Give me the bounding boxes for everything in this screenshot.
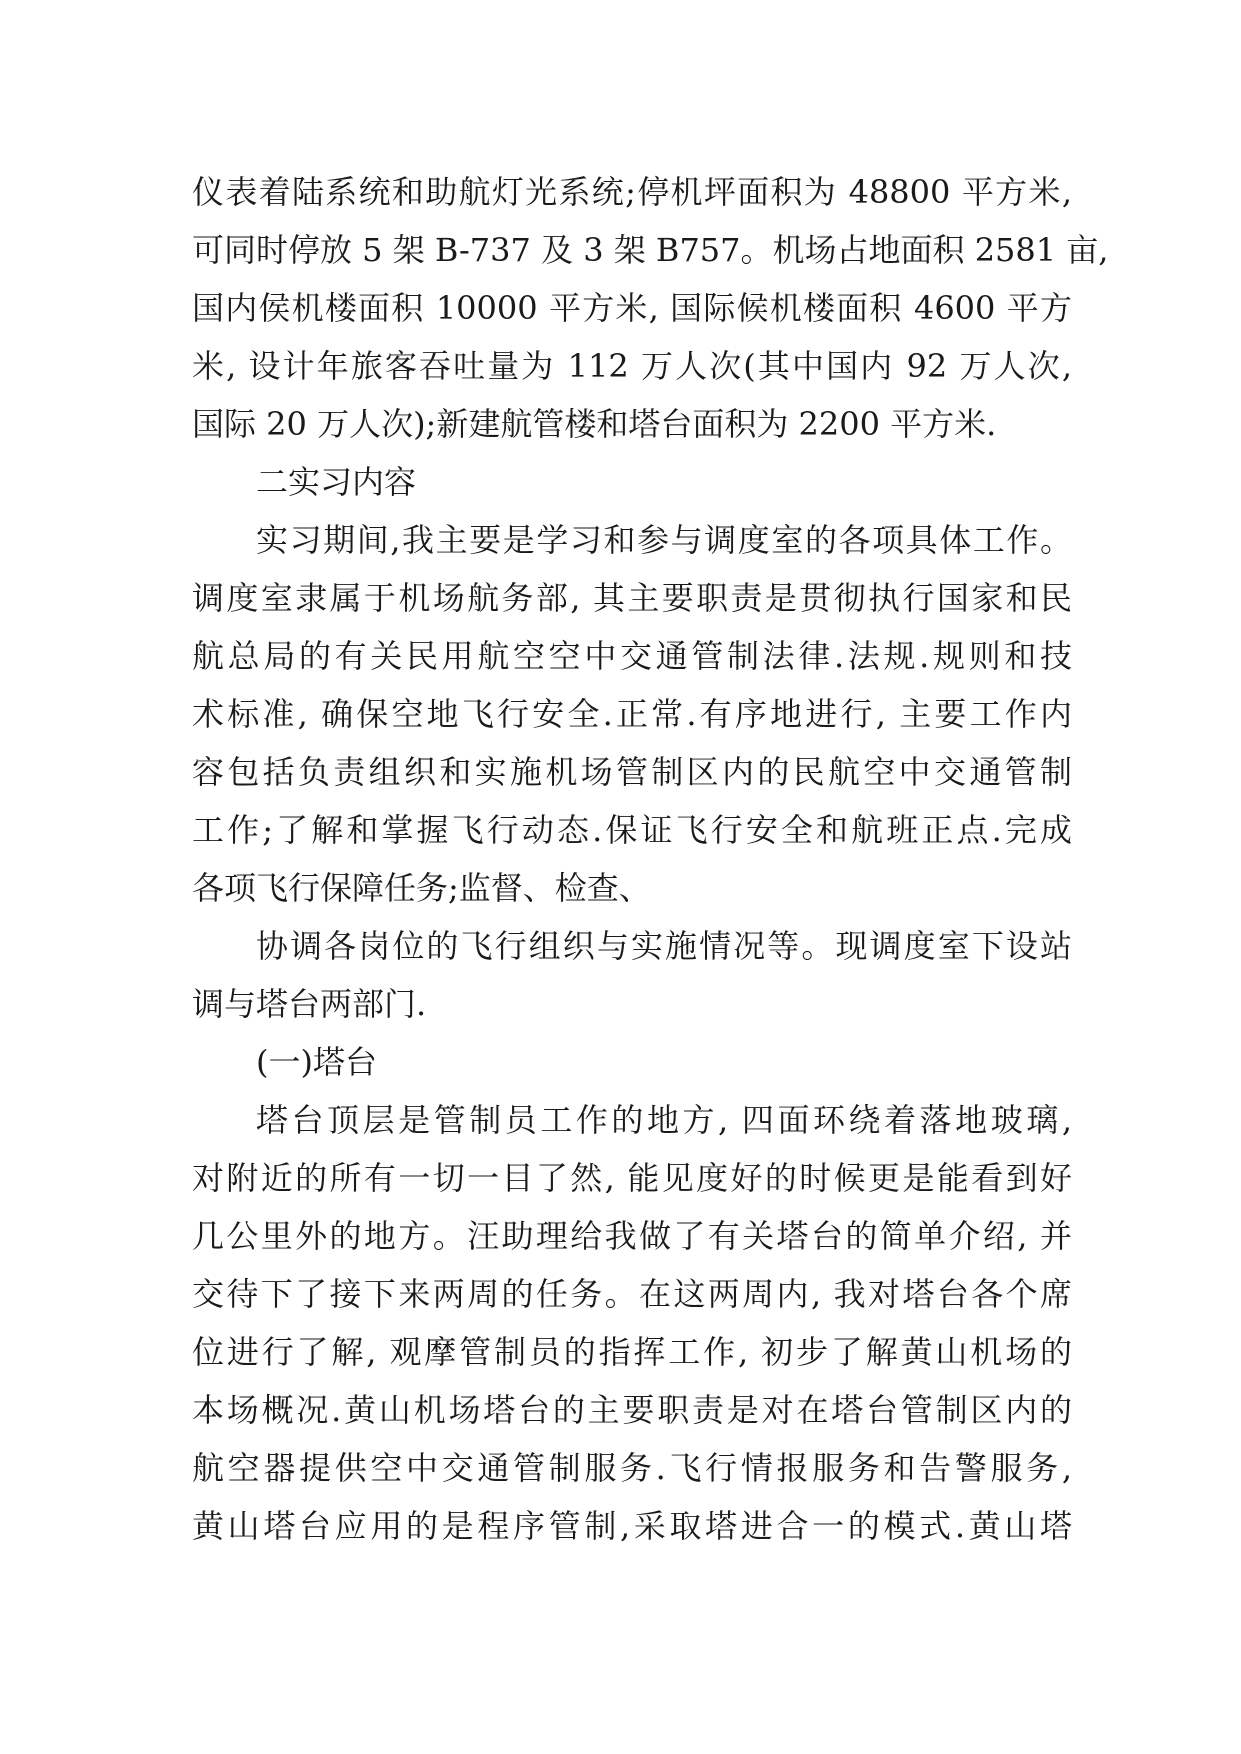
text-line: 各项飞行保障任务;监督、检查、 <box>192 869 651 907</box>
text-line: 几公里外的地方。汪助理给我做了有关塔台的简单介绍, 并 <box>192 1217 1072 1255</box>
text-line: 调与塔台两部门. <box>192 985 427 1023</box>
text-line: 对附近的所有一切一目了然, 能见度好的时候更是能看到好 <box>192 1159 1072 1197</box>
text-line: (一)塔台 <box>256 1043 377 1081</box>
text-line: 米, 设计年旅客吞吐量为 112 万人次(其中国内 92 万人次, <box>192 347 1072 385</box>
text-line: 航空器提供空中交通管制服务.飞行情报服务和告警服务, <box>192 1449 1072 1487</box>
text-line: 国内侯机楼面积 10000 平方米, 国际候机楼面积 4600 平方 <box>192 289 1072 327</box>
text-line: 本场概况.黄山机场塔台的主要职责是对在塔台管制区内的 <box>192 1391 1072 1429</box>
text-line: 仪表着陆系统和助航灯光系统;停机坪面积为 48800 平方米, <box>192 173 1072 211</box>
text-line: 术标准, 确保空地飞行安全.正常.有序地进行, 主要工作内 <box>192 695 1072 733</box>
text-line: 航总局的有关民用航空空中交通管制法律.法规.规则和技 <box>192 637 1072 675</box>
text-line: 国际 20 万人次);新建航管楼和塔台面积为 2200 平方米. <box>192 405 997 443</box>
text-line: 容包括负责组织和实施机场管制区内的民航空中交通管制 <box>192 753 1072 791</box>
text-line: 黄山塔台应用的是程序管制,采取塔进合一的模式.黄山塔 <box>192 1507 1072 1545</box>
text-line: 塔台顶层是管制员工作的地方, 四面环绕着落地玻璃, <box>256 1101 1072 1139</box>
text-line: 二实习内容 <box>256 463 417 501</box>
text-line: 交待下了接下来两周的任务。在这两周内, 我对塔台各个席 <box>192 1275 1072 1313</box>
text-line: 可同时停放 5 架 B-737 及 3 架 B757。机场占地面积 2581 亩, <box>192 231 1109 269</box>
text-line: 工作;了解和掌握飞行动态.保证飞行安全和航班正点.完成 <box>192 811 1072 849</box>
text-line: 协调各岗位的飞行组织与实施情况等。现调度室下设站 <box>256 927 1072 965</box>
document-body <box>192 163 1109 1555</box>
text-line: 位进行了解, 观摩管制员的指挥工作, 初步了解黄山机场的 <box>192 1333 1072 1371</box>
text-line: 实习期间,我主要是学习和参与调度室的各项具体工作。 <box>256 521 1072 559</box>
text-line: 调度室隶属于机场航务部, 其主要职责是贯彻执行国家和民 <box>192 579 1072 617</box>
